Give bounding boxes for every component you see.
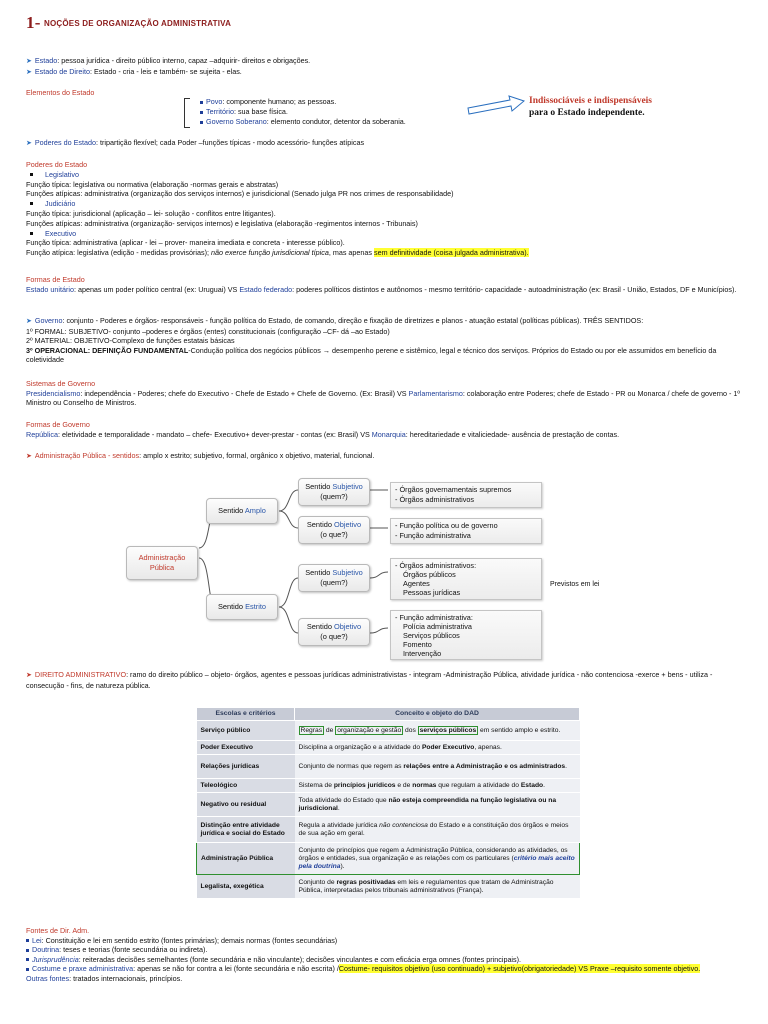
table-row-selected: Administração Pública Conjunto de princípios que regem a Administração Pública, considerando as atividades, os órgãos e entidades, sua organização e as relações com os particulares (critério mais aceito pela doutrina). <box>197 843 580 875</box>
bullet-icon <box>26 968 29 971</box>
bullet-icon <box>30 173 33 176</box>
direito-adm-section: ➤ DIREITO ADMINISTRATIVO: ramo do direito público – objeto- órgãos, agentes e pessoas jurídicas administrativistas - integram -Administração Pública, atividade jurídica - não contenciosa -exerce + bens - utiliza - consecução - fins, de natureza pública. <box>26 670 713 690</box>
elementos-heading: Elementos do Estado <box>26 88 95 97</box>
formas-governo-heading: Formas de Governo <box>26 420 90 429</box>
diagram-amplo: Sentido Amplo <box>206 498 278 524</box>
page-title <box>26 13 232 32</box>
poderes-section: Poderes do Estado Legislativo Função típica: legislativa ou normativa (elaboração -normas gerais e abstratas) Funções atípicas: administrativa (organização dos serviços internos) e jurisdicional (Senado julga PR nos crimes de responsabilidade) Judiciário Função típica: jurisdicional (aplicação – lei- solução - conflitos entre litigantes). Funções atípicas: administrativa (organização- serviços internos) e legislativa (elaboração -regimentos internos - Tribunais) Executivo Função típica: administrativa (aplicar - lei – prover- maneira imediata e concreta - interesse público). Função atípica: legislativa (edição - medidas provisórias); não exerce função jurisdicional típica, mas apenas sem definitividade (coisa julgada administrativa). <box>26 160 748 258</box>
diagram-list-estrito-subjetivo: - Órgãos administrativos: Órgãos públicos Agentes Pessoas jurídicas <box>390 558 542 600</box>
arrow-right-icon: ➤ <box>26 58 32 65</box>
elementos-note: Indissociáveis e indispensáveis para o Estado independente. <box>529 96 652 118</box>
formas-estado-section: Formas de Estado Estado unitário: apenas um poder político central (ex: Uruguai) VS Estado federado: poderes políticos distintos e autônomos - mesmo território- capacidade - autoadministração (ex: Brasil - União, Estados, DF e Municípios). <box>26 275 748 294</box>
formas-governo-section: Formas de Governo República: eletividade e temporalidade - mandato – chefe- Executivo+ dever-prestar - contas (ex: Brasil) VS Monarquia: hereditariedade e vitaliciedade- ausência de prestação de contas. <box>26 420 748 439</box>
diagram-estrito: Sentido Estrito <box>206 594 278 620</box>
list-item: Povo: componente humano; as pessoas. <box>200 97 406 107</box>
arrow-right-icon: ➤ <box>26 68 32 76</box>
poderes-heading: Poderes do Estado <box>26 160 88 169</box>
diagram-estrito-objetivo: Sentido Objetivo (o que?) <box>298 618 370 646</box>
table-row: Distinção entre atividade jurídica e social do Estado Regula a atividade jurídica não contenciosa do Estado e a constituição dos órgãos e meios de sua ação em geral. <box>197 817 580 843</box>
intro-estado-direito: ➤ Estado de Direito: Estado - cria - leis e também- se sujeita - elas. <box>26 66 242 76</box>
intro-estado: ➤ Estado: pessoa jurídica - direito público interno, capaz –adquirir- direitos e obrigações. <box>26 56 311 65</box>
table-row: Relações jurídicas Conjunto de normas que regem as relações entre a Administração e os administrados. <box>197 755 580 779</box>
list-item: Governo Soberano: elemento condutor, detentor da soberania. <box>200 117 406 127</box>
elementos-list <box>200 97 406 127</box>
table-row: Legalista, exegética Conjunto de regras positivadas em leis e regulamentos que tratam de Administração Pública, interpretadas pelos tribunais administrativos (França). <box>197 875 580 899</box>
arrow-right-icon: ➤ <box>26 140 32 147</box>
bullet-icon <box>200 121 203 124</box>
arrow-right-icon: ➤ <box>26 672 32 679</box>
intro-section <box>26 56 748 77</box>
big-arrow-icon <box>466 94 526 118</box>
table-row: Poder Executivo Disciplina a organização e a atividade do Poder Executivo, apenas. <box>197 741 580 755</box>
escolas-table <box>196 707 580 899</box>
title-number: 1- <box>26 13 41 32</box>
bullet-icon <box>26 958 29 961</box>
bullet-icon <box>200 101 203 104</box>
bullet-icon <box>26 949 29 952</box>
diagram-list-amplo-subjetivo: - Órgãos governamentais supremos - Órgãos administrativos <box>390 482 542 508</box>
bullet-icon <box>200 111 203 114</box>
table-header-cell: Escolas e critérios <box>197 708 295 721</box>
formas-estado-heading: Formas de Estado <box>26 275 85 284</box>
sistemas-heading: Sistemas de Governo <box>26 379 96 388</box>
diagram-list-amplo-objetivo: - Função política ou de governo - Função administrativa <box>390 518 542 544</box>
adm-publica-line: ➤ Administração Pública - sentidos: amplo x estrito; subjetivo, formal, orgânico x objetivo, material, funcional. <box>26 451 375 460</box>
sistemas-section: Sistemas de Governo Presidencialismo: independência - Poderes; chefe do Executivo - Chefe de Estado + Chefe de Governo. (Ex: Brasil) VS Parlamentarismo: colaboração entre Poderes; chefe de Estado - PR ou Monarca / chefe de governo - 1º Ministro ou Conselho de Ministros. <box>26 379 748 408</box>
table-row: Teleológico Sistema de princípios jurídicos e de normas que regulam a atividade do Estado. <box>197 779 580 793</box>
bullet-icon <box>30 202 33 205</box>
brace-icon <box>184 98 192 128</box>
diagram-root: Administração Pública <box>126 546 198 580</box>
diagram-note: Previstos em lei <box>550 581 600 588</box>
title-text: NOÇÕES DE ORGANIZAÇÃO ADMINISTRATIVA <box>44 19 232 28</box>
table-header-cell: Conceito e objeto do DAD <box>295 708 580 721</box>
table-row: Negativo ou residual Toda atividade do Estado que não esteja compreendida na função legislativa ou na jurisdicional. <box>197 793 580 817</box>
governo-section: ➤ Governo: conjunto - Poderes e órgãos- responsáveis - função política do Estado, de comando, direção e fixação de diretrizes e planos - atuação estatal (políticas públicas). TRÊS SENTIDOS: 1º FORMAL: SUBJETIVO- conjunto –poderes e órgãos (entes) constitucionais (configuração –CF- dá –ao Estado) 2º MATERIAL: OBJETIVO-Complexo de funções estatais básicas 3º OPERACIONAL: DEFINIÇÃO FUNDAMENTAL-Condução política dos negócios públicos → desempenho perene e sistêmico, legal e técnico dos serviços. Próprios do Estado ou por ele assumidos em benefício da coletividade <box>26 316 717 365</box>
diagram-estrito-subjetivo: Sentido Subjetivo (quem?) <box>298 564 370 592</box>
fontes-heading: Fontes de Dir. Adm. <box>26 926 90 935</box>
table-row: Serviço público Regras de organização e gestão dos serviços públicos em sentido amplo e estrito. <box>197 721 580 741</box>
diagram-list-estrito-objetivo: - Função administrativa: Polícia administrativa Serviços públicos Fomento Intervenção <box>390 610 542 660</box>
sentidos-diagram <box>120 476 680 666</box>
fontes-section: Fontes de Dir. Adm. Lei: Constituição e lei em sentido estrito (fontes primárias); demais normas (fontes secundárias) Doutrina: teses e teorias (fonte secundária ou indireta). Jurisprudência: reiteradas decisões semelhantes (fonte secundária e não vinculante); decisões vinculantes e com eficácia erga omnes (fontes principais). Costume e praxe administrativa: apenas se não for contra a lei (fonte secundária e não escrita) /Costume- requisitos objetivo (uso continuado) + subjetivo(obrigatoriedade) VS Praxe –requisito somente objetivo. Outras fontes: tratados internacionais, princípios. <box>26 926 748 984</box>
arrow-right-icon: ➤ <box>26 453 32 460</box>
bullet-icon <box>26 939 29 942</box>
poderes-intro: ➤ Poderes do Estado: tripartição flexível; cada Poder –funções típicas - modo acessório- funções atípicas <box>26 138 365 147</box>
diagram-amplo-subjetivo: Sentido Subjetivo (quem?) <box>298 478 370 506</box>
list-item: Território: sua base física. <box>200 107 406 117</box>
table-header <box>197 708 580 721</box>
diagram-amplo-objetivo: Sentido Objetivo (o que?) <box>298 516 370 544</box>
bullet-icon <box>30 232 33 235</box>
arrow-right-icon: ➤ <box>26 318 32 325</box>
